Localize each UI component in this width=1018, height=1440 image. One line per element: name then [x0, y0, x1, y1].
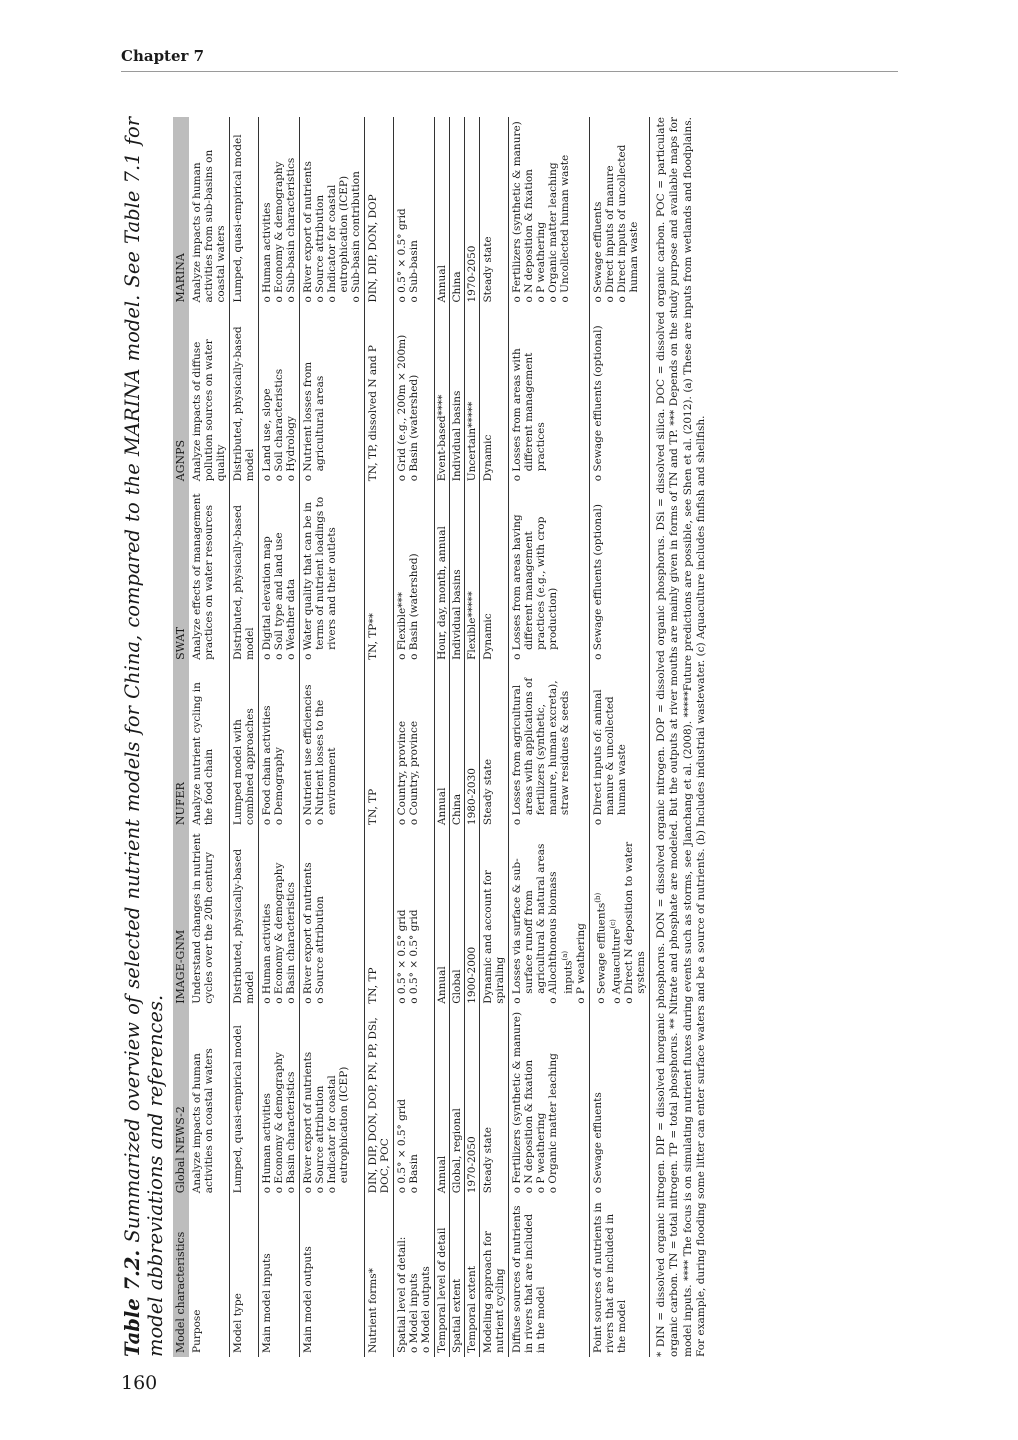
rotated-table-block	[121, 117, 901, 1357]
row-label	[435, 1197, 450, 1357]
table-cell	[589, 664, 649, 829]
table-cell: Lumped model with combined approaches	[230, 664, 259, 829]
table-cell: Global, regional	[450, 1008, 465, 1198]
table-row	[259, 117, 300, 1357]
cell-list-item: o Nutrient use efficiencies	[302, 668, 314, 825]
cell-list-item: o Demography	[273, 668, 285, 825]
table-cell: 1970-2050	[465, 117, 480, 307]
table-cell: Steady state	[480, 1008, 509, 1198]
cell-list-item: o Basin (watershed)	[408, 489, 420, 660]
models-table	[173, 117, 650, 1357]
cell-list-item: o Water quality that can be in terms of nutrient loadings to rivers and their outlets	[302, 489, 338, 660]
row-label-text: Temporal extent	[466, 1266, 478, 1353]
table-header-row	[173, 117, 189, 1357]
table-cell	[300, 307, 365, 486]
cell-list-item: o Nutrient losses to the environment	[314, 668, 338, 825]
cell-list-item: o Aquaculture$^{(c)}$	[607, 833, 623, 1004]
table-cell: Distributed, physically-based model	[230, 829, 259, 1008]
table-cell	[394, 307, 435, 486]
cell-list-item: o Economy & demography	[273, 1012, 285, 1194]
table-caption-label: Table 7.2.	[121, 1249, 144, 1357]
cell-list-item: o Grid (e.g., 200m × 200m)	[396, 311, 408, 482]
table-cell: Annual	[435, 117, 450, 307]
cell-list-item: o Economy & demography	[273, 121, 285, 303]
cell-list-item: o Country, province	[408, 668, 420, 825]
cell-list-item: o River export of nutrients	[302, 1012, 314, 1194]
cell-list-item: o Economy & demography	[273, 833, 285, 1004]
cell-list-item: o Country, province	[396, 668, 408, 825]
table-cell: Individual basins	[450, 485, 465, 664]
row-label	[365, 1197, 394, 1357]
table-cell: TN, TP	[365, 664, 394, 829]
table-cell	[394, 1008, 435, 1198]
header-rule	[121, 71, 898, 72]
row-label-text: Nutrient forms*	[367, 1268, 379, 1353]
cell-list-item: o Sewage effluents (optional)	[592, 489, 604, 660]
cell-list-item: o Direct inputs of uncollected human waste	[616, 121, 640, 303]
table-row	[465, 117, 480, 1357]
table-cell: DIN, DIP, DON, DOP, PN, PP, DSi, DOC, POC	[365, 1008, 394, 1198]
cell-list-item: o Source attribution	[314, 121, 326, 303]
cell-list-item: o Soil type and land use	[273, 489, 285, 660]
table-cell	[589, 117, 649, 307]
table-cell	[509, 117, 590, 307]
table-cell: China	[450, 664, 465, 829]
cell-list-item: o Flexible***	[396, 489, 408, 660]
table-cell: DIN, DIP, DON, DOP	[365, 117, 394, 307]
cell-list-item: o Soil characteristics	[273, 311, 285, 482]
cell-list-item: o Organic matter leaching	[547, 121, 559, 303]
table-cell: TN, TP**	[365, 485, 394, 664]
row-label	[300, 1197, 365, 1357]
table-cell	[259, 664, 300, 829]
table-row	[435, 117, 450, 1357]
table-cell: TN, TP	[365, 829, 394, 1008]
table-cell: Event-based****	[435, 307, 450, 486]
row-label-text: Diffuse sources of nutrients in rivers that are included in the model	[511, 1205, 547, 1353]
cell-list-item: o Nutrient losses from agricultural areas	[302, 311, 326, 482]
table-row	[230, 117, 259, 1357]
cell-list-item: o 0.5° × 0.5° grid	[396, 121, 408, 303]
table-caption-text: Summarized overview of selected nutrient models for China, compared to the MARINA model. See Table 7.1 for model abbreviations and references.	[121, 116, 167, 1357]
cell-list-item: o Indicator for coastal eutrophication (ICEP)	[326, 1012, 350, 1194]
row-label-text: Main model inputs	[261, 1253, 273, 1353]
row-label	[480, 1197, 509, 1357]
cell-list-item: o River export of nutrients	[302, 121, 314, 303]
table-cell: Annual	[435, 664, 450, 829]
table-cell	[394, 117, 435, 307]
row-label-text: Temporal level of detail	[436, 1227, 448, 1353]
table-cell: Analyze impacts of diffuse pollution sources on water quality	[189, 307, 230, 486]
table-cell: Flexible*****	[465, 485, 480, 664]
cell-list-item: o Source attribution	[314, 833, 326, 1004]
cell-list-item: o Source attribution	[314, 1012, 326, 1194]
column-header: MARINA	[173, 117, 189, 307]
table-cell: Individual basins	[450, 307, 465, 486]
row-label	[230, 1197, 259, 1357]
table-row	[450, 117, 465, 1357]
cell-list-item: o P weathering	[535, 121, 547, 303]
table-cell	[300, 485, 365, 664]
column-header: IMAGE-GNM	[173, 829, 189, 1008]
table-cell: Uncertain*****	[465, 307, 480, 486]
row-label	[394, 1197, 435, 1357]
table-row	[589, 117, 649, 1357]
cell-list-item: o Indicator for coastal eutrophication (ICEP)	[326, 121, 350, 303]
table-cell: Distributed, physically-based model	[230, 485, 259, 664]
row-label	[509, 1197, 590, 1357]
column-header: SWAT	[173, 485, 189, 664]
table-cell: Dynamic	[480, 307, 509, 486]
cell-list-item: o River export of nutrients	[302, 833, 314, 1004]
cell-list-item: o Sewage effluents$^{(b)}$	[592, 833, 608, 1004]
cell-list-item: o Direct inputs of manure	[604, 121, 616, 303]
cell-list-item: o Food chain activities	[261, 668, 273, 825]
table-cell	[589, 485, 649, 664]
table-cell: Hour, day, month, annual	[435, 485, 450, 664]
cell-list-item: o Losses via surface & sub-surface runoff from agricultural & natural areas	[511, 833, 547, 1004]
table-cell: Lumped, quasi-empirical model	[230, 117, 259, 307]
table-body	[189, 117, 649, 1357]
row-label-text: Spatial level of detail:	[396, 1236, 408, 1353]
table-cell	[300, 664, 365, 829]
cell-list-item: o Basin	[408, 1012, 420, 1194]
column-header: NUFER	[173, 664, 189, 829]
cell-list-item: o Sub-basin	[408, 121, 420, 303]
table-cell: Distributed, physically-based model	[230, 307, 259, 486]
table-cell: Global	[450, 829, 465, 1008]
page-number: 160	[121, 1372, 158, 1394]
table-cell: Dynamic	[480, 485, 509, 664]
table-cell	[259, 485, 300, 664]
table-cell	[509, 664, 590, 829]
table-cell: Analyze impacts of human activities from sub-basins on coastal waters	[189, 117, 230, 307]
cell-list-item: o 0.5° × 0.5° grid	[408, 833, 420, 1004]
table-cell	[509, 829, 590, 1008]
table-cell	[259, 307, 300, 486]
table-cell: Annual	[435, 829, 450, 1008]
cell-list-item: o Basin characteristics	[285, 833, 297, 1004]
table-cell: 1980-2030	[465, 664, 480, 829]
table-cell	[509, 485, 590, 664]
table-cell	[589, 1008, 649, 1198]
table-cell: China	[450, 117, 465, 307]
table-cell: TN, TP, dissolved N and P	[365, 307, 394, 486]
table-cell	[589, 829, 649, 1008]
row-sublabel: o Model outputs	[420, 1201, 432, 1353]
table-cell: Steady state	[480, 117, 509, 307]
table-cell: Lumped, quasi-empirical model	[230, 1008, 259, 1198]
cell-list-item: o 0.5° × 0.5° grid	[396, 1012, 408, 1194]
cell-list-item: o 0.5° × 0.5° grid	[396, 833, 408, 1004]
table-cell: Understand changes in nutrient cycles over the 20th century	[189, 829, 230, 1008]
cell-list-item: o Direct inputs of: animal manure & uncollected human waste	[592, 668, 628, 825]
cell-list-item: o Sewage effluents (optional)	[592, 311, 604, 482]
table-cell	[394, 485, 435, 664]
column-header: AGNPS	[173, 307, 189, 486]
cell-list-item: o Basin (watershed)	[408, 311, 420, 482]
table-cell	[259, 1008, 300, 1198]
cell-list-item: o Direct N deposition to water systems	[623, 833, 647, 1004]
table-cell: Analyze nutrient cycling in the food chain	[189, 664, 230, 829]
table-cell: Steady state	[480, 664, 509, 829]
table-cell	[300, 829, 365, 1008]
row-label-text: Point sources of nutrients in rivers that are included in the model	[591, 1202, 628, 1353]
table-cell	[300, 1008, 365, 1198]
cell-list-item: o Hydrology	[285, 311, 297, 482]
cell-list-item: o P weathering	[535, 1012, 547, 1194]
cell-list-item: o Sewage effluents	[592, 1012, 604, 1194]
cell-list-item: o Sewage effluents	[592, 121, 604, 303]
table-cell: Dynamic and account for spiraling	[480, 829, 509, 1008]
table-cell	[509, 307, 590, 486]
row-label-text: Modeling approach for nutrient cycling	[482, 1230, 506, 1353]
table-row	[480, 117, 509, 1357]
table-caption	[121, 117, 167, 1357]
table-cell: Analyze effects of management practices on water resources	[189, 485, 230, 664]
table-cell	[259, 117, 300, 307]
chapter-header: Chapter 7	[121, 47, 205, 65]
table-row	[509, 117, 590, 1357]
cell-list-item: o Digital elevation map	[261, 489, 273, 660]
cell-list-item: o Losses from areas having different management practices (e.g., with crop production)	[511, 489, 559, 660]
table-row	[365, 117, 394, 1357]
cell-list-item: o Uncollected human waste	[559, 121, 571, 303]
row-sublabel: o Model inputs	[408, 1201, 420, 1353]
cell-list-item: o N deposition & fixation	[523, 1012, 535, 1194]
table-row	[394, 117, 435, 1357]
row-label-text: Spatial extent	[451, 1278, 463, 1353]
row-label	[465, 1197, 480, 1357]
row-label-text: Purpose	[191, 1309, 203, 1353]
cell-list-item: o Weather data	[285, 489, 297, 660]
cell-list-item: o Losses from areas with different management practices	[511, 311, 547, 482]
table-footnote: * DIN = dissolved organic nitrogen. DIP = dissolved inorganic phosphorus. DON = dissolved organic nitrogen. DOP = dissolved organic phosphorus. DSi = dissolved silica. DOC = dissolved organic carbon. POC = particulate organic carbon. TN = total nitrogen. TP = total phosphorus. ** Nitrate and phosphate are modeled. But the outputs at river mouths are mainly given in forms of TN and TP. *** Depends on the study purpose and available maps for model inputs. **** The focus is on simulating nutrient fluxes during events such as storms, see Jianchang et al. (2008). *****Future predictions are possible, see Shen et al. (2012). (a) These are inputs from wetlands and floodplains. For example, during flooding some litter can enter surface waters and be a source of nutrients. (b) Includes industrial wastewater. (c) Aquaculture includes finfish and shellfish.	[654, 117, 707, 1357]
table-cell: Analyze impacts of human activities on coastal waters	[189, 1008, 230, 1198]
table-cell	[259, 829, 300, 1008]
table-cell	[394, 664, 435, 829]
table-cell: Annual	[435, 1008, 450, 1198]
cell-list-item: o Land use, slope	[261, 311, 273, 482]
row-label-text: Main model outputs	[302, 1246, 314, 1353]
row-label	[189, 1197, 230, 1357]
cell-list-item: o Allochthonous biomass inputs$^{(a)}$	[547, 833, 575, 1004]
table-cell	[394, 829, 435, 1008]
cell-list-item: o N deposition & fixation	[523, 121, 535, 303]
column-header: Model characteristics	[173, 1197, 189, 1357]
cell-list-item: o P weathering	[575, 833, 587, 1004]
cell-list-item: o Basin characteristics	[285, 1012, 297, 1194]
table-cell: 1970-2050	[465, 1008, 480, 1198]
table-row	[300, 117, 365, 1357]
row-label	[259, 1197, 300, 1357]
cell-list-item: o Sub-basin contribution	[350, 121, 362, 303]
cell-list-item: o Human activities	[261, 833, 273, 1004]
table-cell	[589, 307, 649, 486]
row-label-text: Model type	[232, 1293, 244, 1353]
table-cell: 1900-2000	[465, 829, 480, 1008]
row-label	[450, 1197, 465, 1357]
cell-list-item: o Organic matter leaching	[547, 1012, 559, 1194]
table-cell	[300, 117, 365, 307]
cell-list-item: o Human activities	[261, 121, 273, 303]
table-row	[189, 117, 230, 1357]
cell-list-item: o Sub-basin characteristics	[285, 121, 297, 303]
cell-list-item: o Fertilizers (synthetic & manure)	[511, 121, 523, 303]
column-header: Global NEWS-2	[173, 1008, 189, 1198]
cell-list-item: o Losses from agricultural areas with applications of fertilizers (synthetic, manure, human excreta), straw residues & seeds	[511, 668, 571, 825]
cell-list-item: o Human activities	[261, 1012, 273, 1194]
cell-list-item: o Fertilizers (synthetic & manure)	[511, 1012, 523, 1194]
row-label	[589, 1197, 649, 1357]
table-cell	[509, 1008, 590, 1198]
